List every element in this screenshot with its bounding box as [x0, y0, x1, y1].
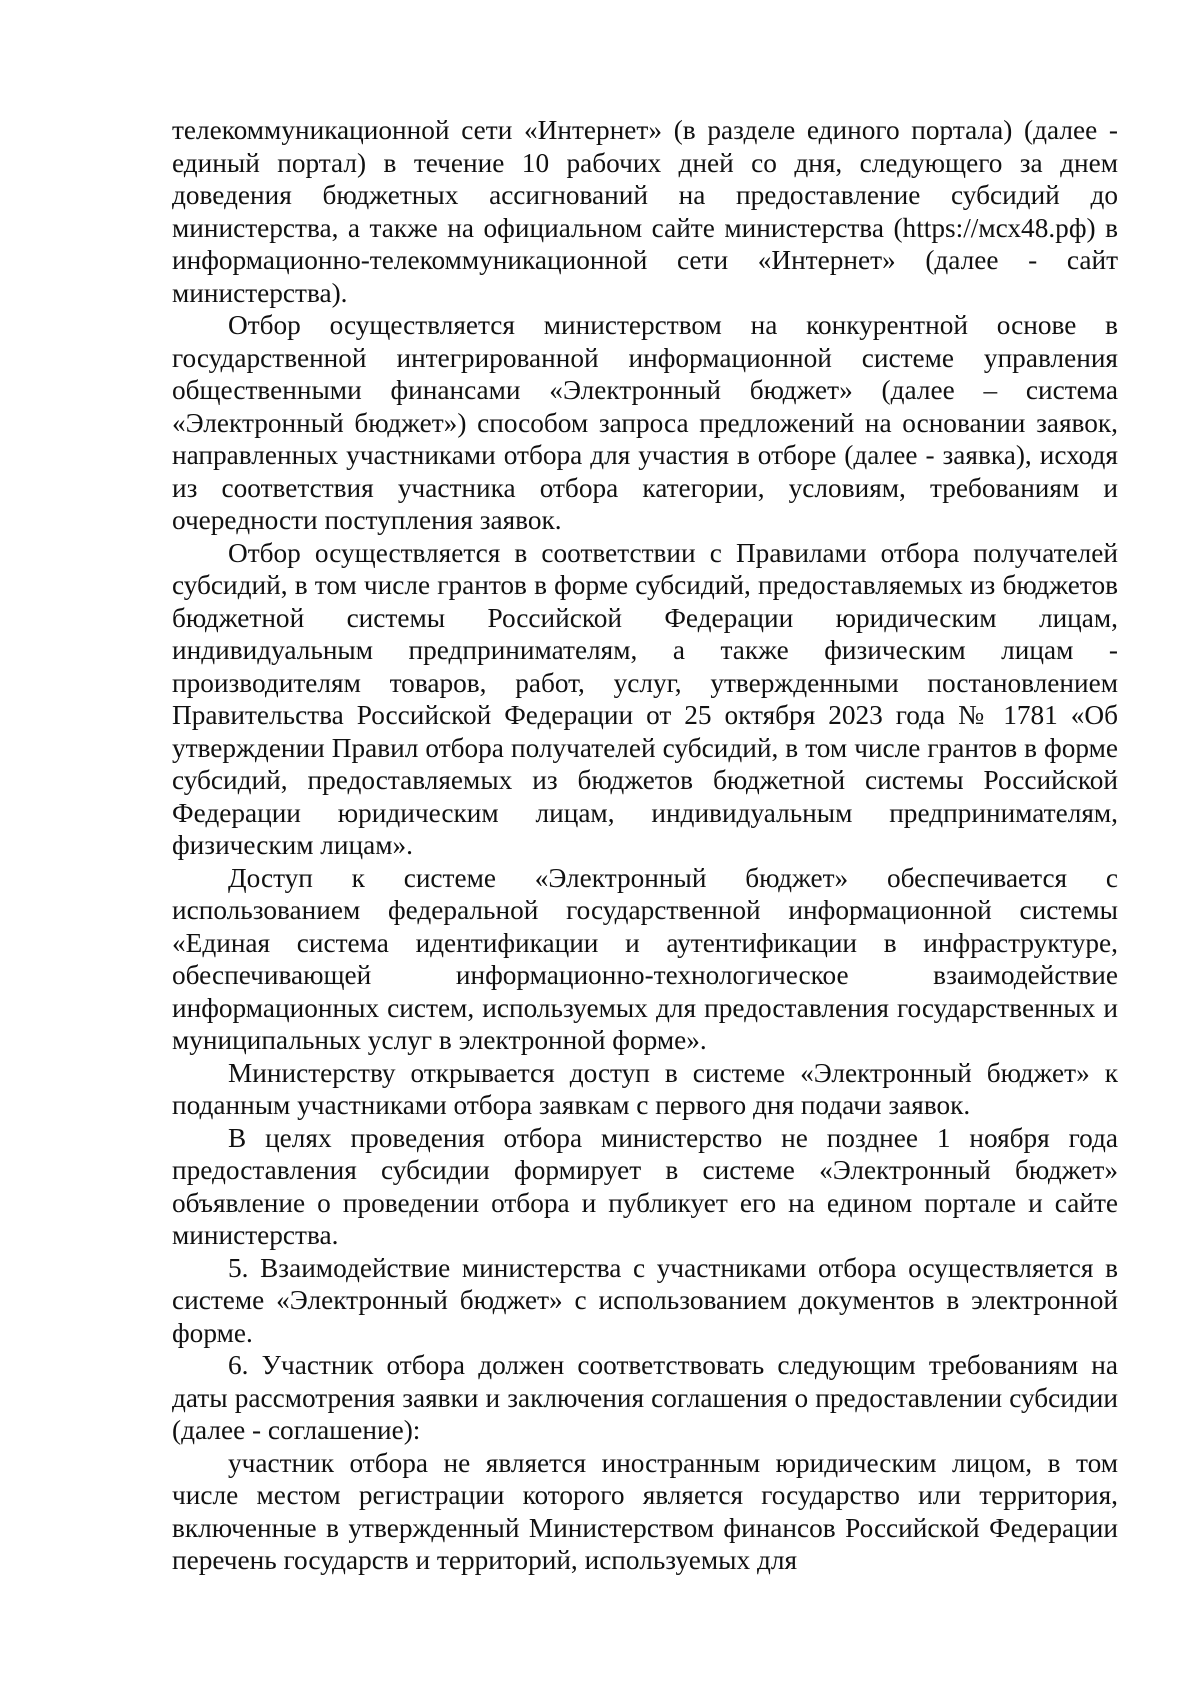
- paragraph-1-continuation: телекоммуникационной сети «Интернет» (в разделе единого портала) (далее - единый портал) в течение 10 рабочих дней со дня, следующего за днем доведения бюджетных ассигнований на предоставление субсидий до министерства, а также на официальном сайте министерства (https://мсх48.рф) в информационно-телекоммуникационной сети «Интернет» (далее - сайт министерства).: [172, 115, 1118, 308]
- paragraph-announcement: В целях проведения отбора министерство не позднее 1 ноября года предоставления субсидии формирует в системе «Электронный бюджет» объявление о проведении отбора и публикует его на едином портале и сайте министерства.: [172, 1122, 1118, 1250]
- paragraph-selection-procedure: Отбор осуществляется министерством на конкурентной основе в государственной интегрированной информационной системе управления общественными финансами «Электронный бюджет» (далее – система «Электронный бюджет») способом запроса предложений на основании заявок, направленных участниками отбора для участия в отборе (далее - заявка), исходя из соответствия участника отбора категории, условиям, требованиям и очередности поступления заявок.: [172, 310, 1118, 535]
- paragraph-requirement-foreign-entity: участник отбора не является иностранным юридическим лицом, в том числе местом регистрации которого является государство или территория, включенные в утвержденный Министерством финансов Российской Федерации перечень государств и территорий, используемых для: [172, 1447, 1118, 1575]
- paragraph-system-access: Доступ к системе «Электронный бюджет» обеспечивается с использованием федеральной государственной информационной системы «Единая система идентификации и аутентификации в инфраструктуре, обеспечивающей информационно-технологическое взаимодействие информационных систем, используемых для предоставления государственных и муниципальных услуг в электронной форме».: [172, 862, 1118, 1055]
- paragraph-ministry-access: Министерству открывается доступ в системе «Электронный бюджет» к поданным участниками отбора заявкам с первого дня подачи заявок.: [172, 1057, 1118, 1120]
- document-body: [172, 114, 1118, 1577]
- paragraph-item-6: 6. Участник отбора должен соответствовать следующим требованиям на даты рассмотрения заявки и заключения соглашения о предоставлении субсидии (далее - соглашение):: [172, 1350, 1118, 1445]
- paragraph-item-5: 5. Взаимодействие министерства с участниками отбора осуществляется в системе «Электронный бюджет» с использованием документов в электронной форме.: [172, 1252, 1118, 1348]
- paragraph-selection-rules: Отбор осуществляется в соответствии с Правилами отбора получателей субсидий, в том числе грантов в форме субсидий, предоставляемых из бюджетов бюджетной системы Российской Федерации юридическим лицам, индивидуальным предпринимателям, а также физическим лицам - производителям товаров, работ, услуг, утвержденными постановлением Правительства Российской Федерации от 25 октября 2023 года № 1781 «Об утверждении Правил отбора получателей субсидий, в том числе грантов в форме субсидий, предоставляемых из бюджетов бюджетной системы Российской Федерации юридическим лицам, индивидуальным предпринимателям, физическим лицам».: [172, 537, 1118, 860]
